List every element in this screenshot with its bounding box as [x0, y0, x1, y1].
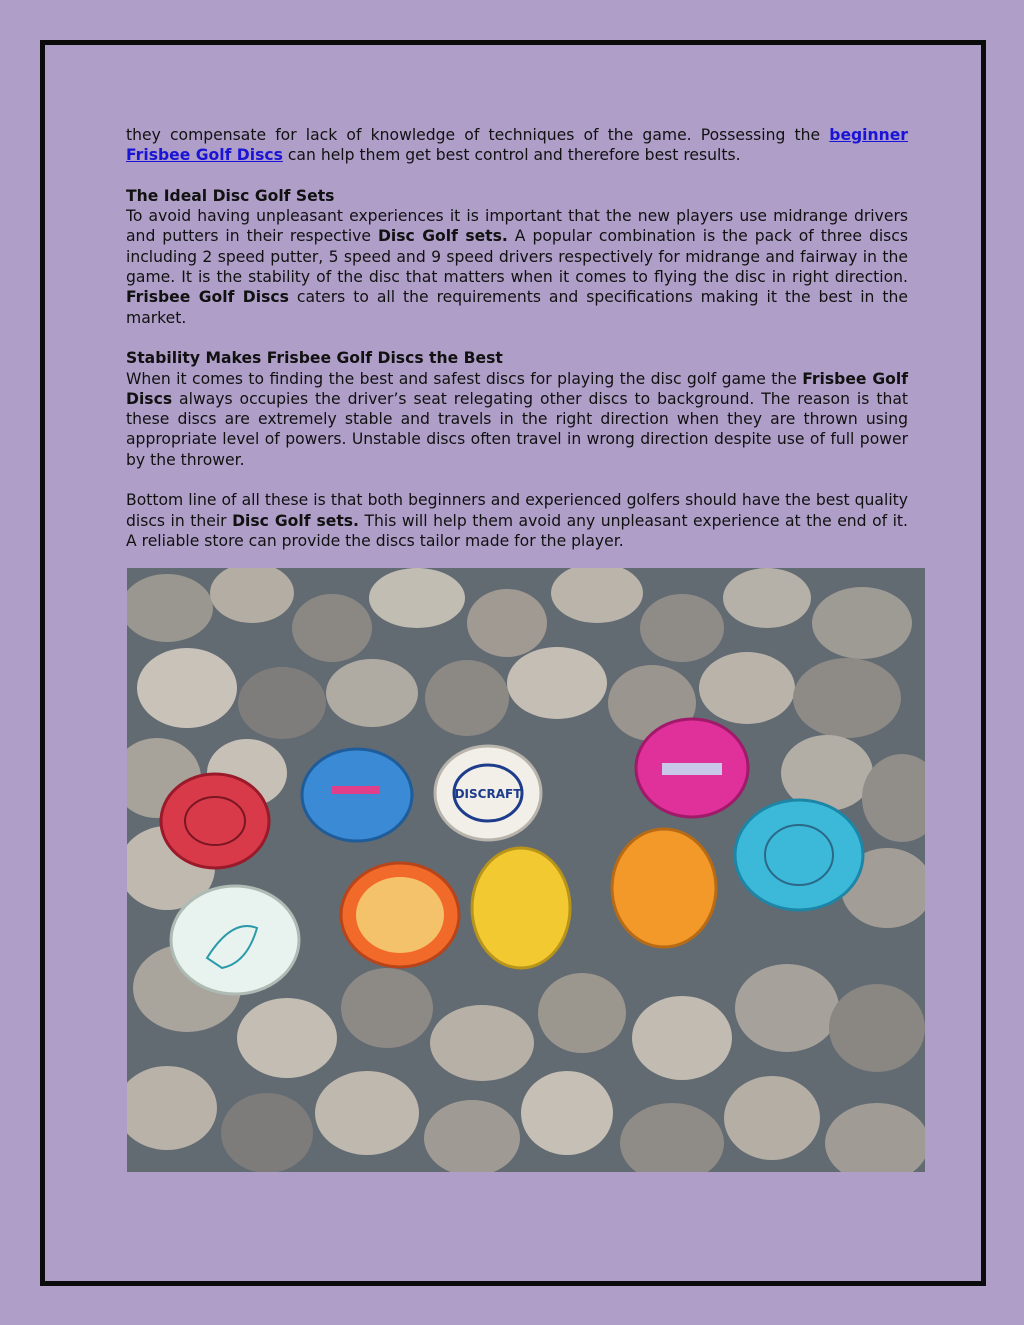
- section-heading-ideal-sets: The Ideal Disc Golf Sets: [126, 186, 335, 205]
- page-frame: [40, 40, 986, 1286]
- pale-green-disc: [171, 886, 299, 994]
- yellow-disc: [472, 848, 570, 968]
- article-body: [126, 125, 908, 572]
- section-ideal-sets: The Ideal Disc Golf Sets To avoid having unpleasant experiences it is important that the new players use midrange drivers and putters in their respective Disc Golf sets. A popular combination is the pack of three discs including 2 speed putter, 5 speed and 9 speed drivers respectively for midrange and fairway in the game. It is the stability of the disc that matters when it comes to flying the disc in right direction. Frisbee Golf Discs caters to all the requirements and specifications making it the best in the market.: [126, 186, 908, 327]
- orange-disc: [612, 829, 716, 947]
- cyan-disc: [735, 800, 863, 910]
- blue-disc: [302, 749, 412, 841]
- intro-paragraph: they compensate for lack of knowledge of techniques of the game. Possessing the beginner Frisbee Golf Discs can help them get best control and therefore best results.: [126, 126, 908, 165]
- section-bottom-line: Bottom line of all these is that both beginners and experienced golfers should have the best quality discs in their Disc Golf sets. This will help them avoid any unpleasant experience at the end of it. A reliable store can provide the discs tailor made for the player.: [126, 491, 908, 550]
- section-heading-stability: Stability Makes Frisbee Golf Discs the Best: [126, 349, 503, 368]
- disc-golf-photo: [127, 568, 925, 1172]
- discs-on-rocks-image: [127, 568, 925, 1172]
- disc-brand-logo: DISCRAFT: [454, 787, 522, 801]
- red-disc: [161, 774, 269, 868]
- section-stability: Stability Makes Frisbee Golf Discs the Best When it comes to finding the best and safest discs for playing the disc golf game the Frisbee Golf Discs always occupies the driver’s seat relegating other discs to background. The reason is that these discs are extremely stable and travels in the right direction when they are thrown using appropriate level of powers. Unstable discs often travel in wrong direction despite use of full power by the thrower.: [126, 349, 908, 469]
- beginner-discs-link[interactable]: beginner Frisbee Golf Discs: [126, 126, 908, 165]
